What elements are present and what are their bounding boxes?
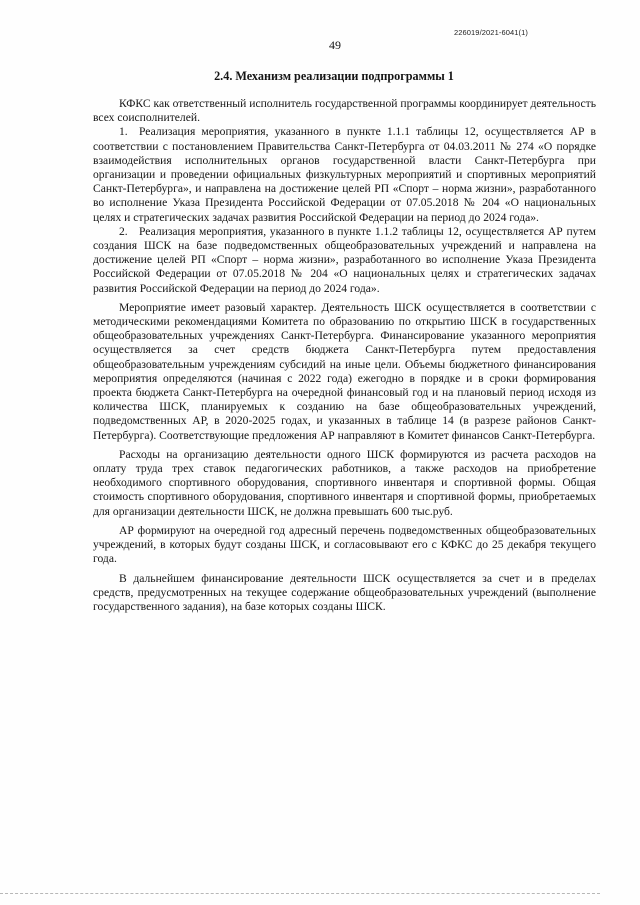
scan-edge-line bbox=[0, 893, 600, 894]
paragraph-expenses: Расходы на организацию деятельности одного ШСК формируются из расчета расходов на оплату труда трех ставок педагогических работников, а также расходов на приобретение необходимого спортивного оборудования, спортивного инвентаря и спортивной формы. Общая стоимость спортивного оборудования, спортивного инвентаря и спортивной формы, приобретаемых для организации деятельности ШСК, не должна превышать 600 тыс.руб. bbox=[93, 447, 596, 518]
paragraph-item-2 bbox=[93, 225, 596, 296]
list-number: 1. bbox=[119, 125, 128, 139]
paragraph-item-1 bbox=[93, 125, 596, 224]
paragraph-intro: КФКС как ответственный исполнитель государственной программы координирует деятельность всех соисполнителей. bbox=[93, 97, 596, 125]
page-number: 49 bbox=[329, 38, 341, 52]
document-id: 226019/2021-6041(1) bbox=[453, 28, 528, 37]
section-title: 2.4. Механизм реализации подпрограммы 1 bbox=[214, 69, 454, 83]
paragraph-address-list: АР формируют на очередной год адресный перечень подведомственных общеобразовательных учреждений, в которых будут созданы ШСК, и согласовывают его с КФКС до 25 декабря текущего года. bbox=[93, 523, 596, 566]
paragraph-text: Реализация мероприятия, указанного в пункте 1.1.1 таблицы 12, осуществляется АР в соответствии с постановлением Правительства Санкт-Петербурга от 04.03.2011 № 274 «О порядке взаимодействия исполнительных органов государственной власти Санкт-Петербурга при организации и проведении официальных физкультурных мероприятий и спортивных мероприятий Санкт-Петербурга», и направлена на достижение целей РП «Спорт – норма жизни», разработанного во исполнение Указа Президента Российской Федерации от 07.05.2018 № 204 «О национальных целях и стратегических задачах развития Российской Федерации на период до 2024 года». bbox=[93, 125, 596, 224]
paragraph-text: Реализация мероприятия, указанного в пункте 1.1.2 таблицы 12, осуществляется АР путем создания ШСК на базе подведомственных общеобразовательных учреждений и направлена на достижение целей РП «Спорт – норма жизни», разработанного во исполнение Указа Президента Российской Федерации от 07.05.2018 № 204 «О национальных целях и стратегических задачах развития Российской Федерации на период до 2024 года». bbox=[93, 224, 596, 295]
document-body bbox=[93, 97, 596, 614]
paragraph-further-financing: В дальнейшем финансирование деятельности ШСК осуществляется за счет и в пределах средств, предусмотренных на текущее содержание общеобразовательных учреждений (выполнение государственного задания), на базе которых созданы ШСК. bbox=[93, 571, 596, 613]
list-number: 2. bbox=[119, 224, 128, 238]
paragraph-one-time-event: Мероприятие имеет разовый характер. Деятельность ШСК осуществляется в соответствии с методическими рекомендациями Комитета по образованию по открытию ШСК в государственных общеобразовательных учреждениях Санкт-Петербурга. Финансирование указанного мероприятия осуществляется за счет средств бюджета Санкт-Петербурга путем предоставления общеобразовательным учреждениям субсидий на иные цели. Объемы бюджетного финансирования мероприятия определяются (начиная с 2022 года) ежегодно в порядке и в сроки формирования проекта бюджета Санкт-Петербурга на очередной финансовый год и на плановый период исходя из количества ШСК, планируемых к созданию на базе общеобразовательных учреждений, подведомственных АР, в 2020-2025 годах, и указанных в таблице 14 (в разрезе районов Санкт-Петербурга). Соответствующие предложения АР направляют в Комитет финансов Санкт-Петербурга. bbox=[93, 300, 596, 442]
